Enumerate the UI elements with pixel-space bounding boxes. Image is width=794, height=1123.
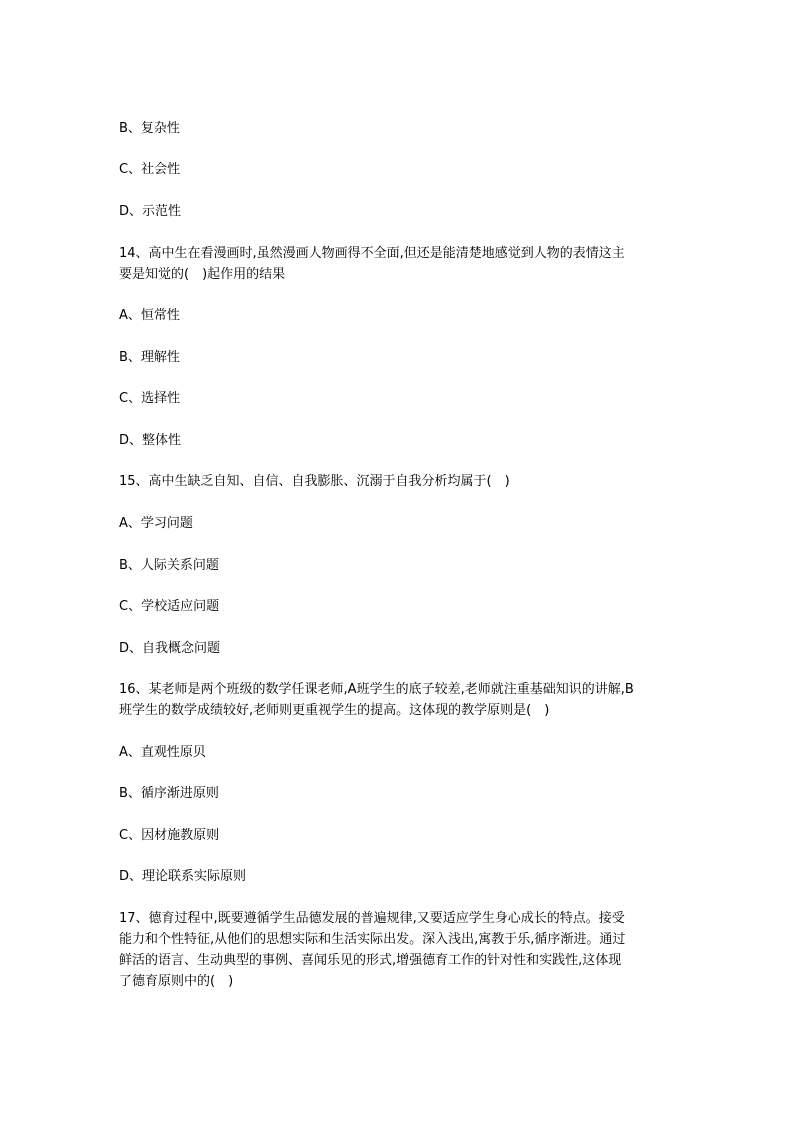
q17-stem-line: 鲜活的语言、生动典型的事例、喜闻乐见的形式,增强德育工作的针对性和实践性,这体现 <box>119 953 622 968</box>
q13-option-b: B、复杂性 <box>119 121 180 136</box>
q14-stem-line: 14、高中生在看漫画时,虽然漫画人物画得不全面,但还是能清楚地感觉到人物的表情这主 <box>119 246 625 261</box>
q16-option-a: A、直观性原贝 <box>119 745 206 760</box>
q15-option-d: D、自我概念问题 <box>119 641 221 656</box>
q14-option-c: C、选择性 <box>119 391 181 406</box>
q14-option-a: A、恒常性 <box>119 308 180 323</box>
q13-option-d: D、示范性 <box>119 204 182 219</box>
q13-option-c: C、社会性 <box>119 162 181 177</box>
q17-stem <box>119 908 679 992</box>
q17-stem-line: 了德育原则中的( ) <box>119 974 234 989</box>
q14-stem-line: 要是知觉的( )起作用的结果 <box>119 267 286 282</box>
q15-option-a: A、学习问题 <box>119 516 193 531</box>
q15-option-b: B、人际关系问题 <box>119 558 219 573</box>
q14-stem <box>119 243 679 285</box>
q16-option-d: D、理论联系实际原则 <box>119 869 247 884</box>
q16-option-c: C、因材施教原则 <box>119 828 220 843</box>
q14-option-d: D、整体性 <box>119 433 182 448</box>
q16-stem-line: 16、某老师是两个班级的数学任课老师,A班学生的底子较差,老师就注重基础知识的讲解,B <box>119 682 634 697</box>
q17-stem-line: 17、德育过程中,既要遵循学生品德发展的普遍规律,又要适应学生身心成长的特点。接受 <box>119 911 625 926</box>
q16-option-b: B、循序渐进原则 <box>119 786 219 801</box>
q15-stem: 15、高中生缺乏自知、自信、自我膨胀、沉溺于自我分析均属于( ) <box>119 474 510 489</box>
q17-stem-line: 能力和个性特征,从他们的思想实际和生活实际出发。深入浅出,寓教于乐,循序渐进。通过 <box>119 932 626 947</box>
q16-stem-line: 班学生的数学成绩较好,老师则更重视学生的提高。这体现的教学原则是( ) <box>119 703 550 718</box>
q16-stem <box>119 679 679 721</box>
q15-option-c: C、学校适应问题 <box>119 599 220 614</box>
q14-option-b: B、理解性 <box>119 350 180 365</box>
